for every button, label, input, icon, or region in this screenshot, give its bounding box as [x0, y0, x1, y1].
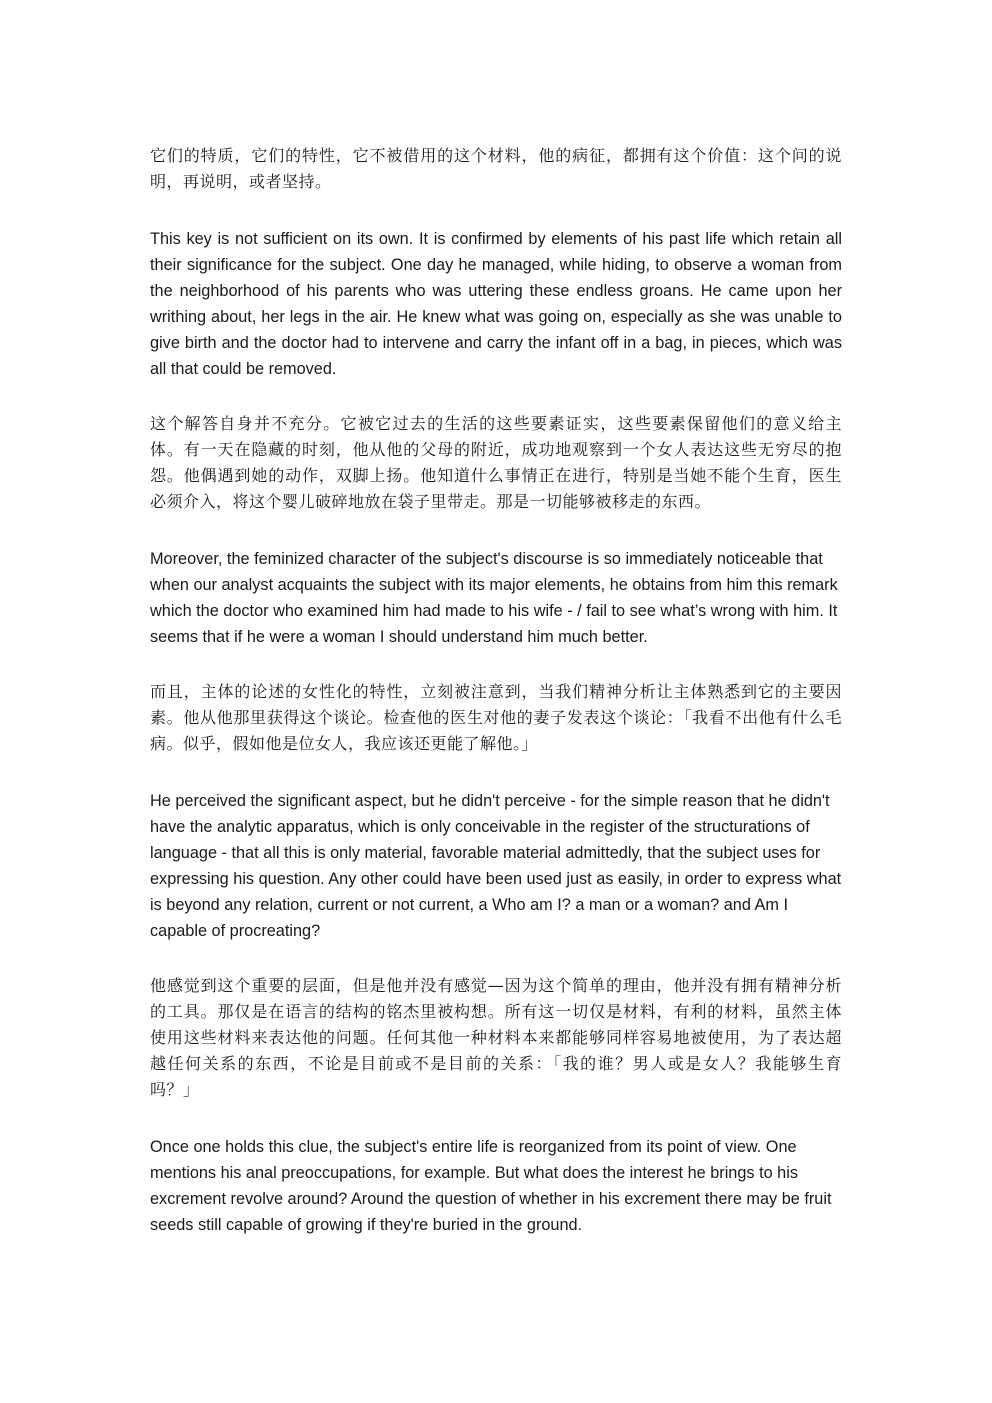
paragraph-en-4: Once one holds this clue, the subject's entire life is reorganized from its point of view. One mentions his anal preoccupations, for example. But what does the interest he brings to his excrement revolve around? Around the question of whether in his excrement there may be fruit seeds still capable of growing if they're buried in the ground. [150, 1138, 832, 1234]
document-body [150, 143, 842, 1238]
paragraph-gap [150, 382, 842, 411]
paragraph-zh-2: 这个解答自身并不充分。它被它过去的生活的这些要素证实，这些要素保留他们的意义给主体。有一天在隐藏的时刻，他从他的父母的附近，成功地观察到一个女人表达这些无穷尽的抱怨。他偶遇到她的动作，双脚上扬。他知道什么事情正在进行，特别是当她不能个生育，医生必须介入，将这个婴儿破碎地放在袋子里带走。那是一切能够被移走的东西。 [150, 414, 842, 511]
paragraph-zh-3: 而且，主体的论述的女性化的特性，立刻被注意到，当我们精神分析让主体熟悉到它的主要因素。他从他那里获得这个谈论。检查他的医生对他的妻子发表这个谈论：「我看不出他有什么毛病。似乎，假如他是位女人，我应该还更能了解他。」 [150, 682, 842, 753]
paragraph-zh-4: 他感觉到这个重要的层面，但是他并没有感觉—因为这个简单的理由，他并没有拥有精神分析的工具。那仅是在语言的结构的铭杰里被构想。所有这一切仅是材料，有利的材料，虽然主体使用这些材料来表达他的问题。任何其他一种材料本来都能够同样容易地被使用，为了表达超越任何关系的东西，不论是目前或不是目前的关系：「我的谁？男人或是女人？我能够生育吗？」 [150, 976, 842, 1099]
paragraph-en-2: Moreover, the feminized character of the subject's discourse is so immediately noticeable that when our analyst acquaints the subject with its major elements, he obtains from him this remark which the doctor who examined him had made to his wife - / fail to see what’s wrong with him. It seems that if he were a woman I should understand him much better. [150, 550, 838, 646]
paragraph-gap [150, 1103, 842, 1134]
paragraph-gap [150, 757, 842, 788]
paragraph-zh-1: 它们的特质，它们的特性，它不被借用的这个材料，他的病征，都拥有这个价值：这个问的说明，再说明，或者坚持。 [150, 146, 842, 191]
paragraph-gap [150, 515, 842, 546]
paragraph-gap [150, 650, 842, 679]
paragraph-gap [150, 944, 842, 973]
paragraph-en-1: This key is not sufficient on its own. It is confirmed by elements of his past life which retain all their significance for the subject. One day he managed, while hiding, to observe a woman from the neighborhood of his parents who was uttering these endless groans. He came upon her writhing about, her legs in the air. He knew what was going on, especially as she was unable to give birth and the doctor had to intervene and carry the infant off in a bag, in pieces, which was all that could be removed. [150, 230, 842, 378]
paragraph-en-3: He perceived the significant aspect, but he didn't perceive - for the simple reason that he didn't have the analytic apparatus, which is only conceivable in the register of the structurations of language - that all this is only material, favorable material admittedly, that the subject uses for expressing his question. Any other could have been used just as easily, in order to express what is beyond any relation, current or not current, a Who am I? a man or a woman? and Am I capable of procreating? [150, 792, 842, 940]
paragraph-gap [150, 195, 842, 226]
